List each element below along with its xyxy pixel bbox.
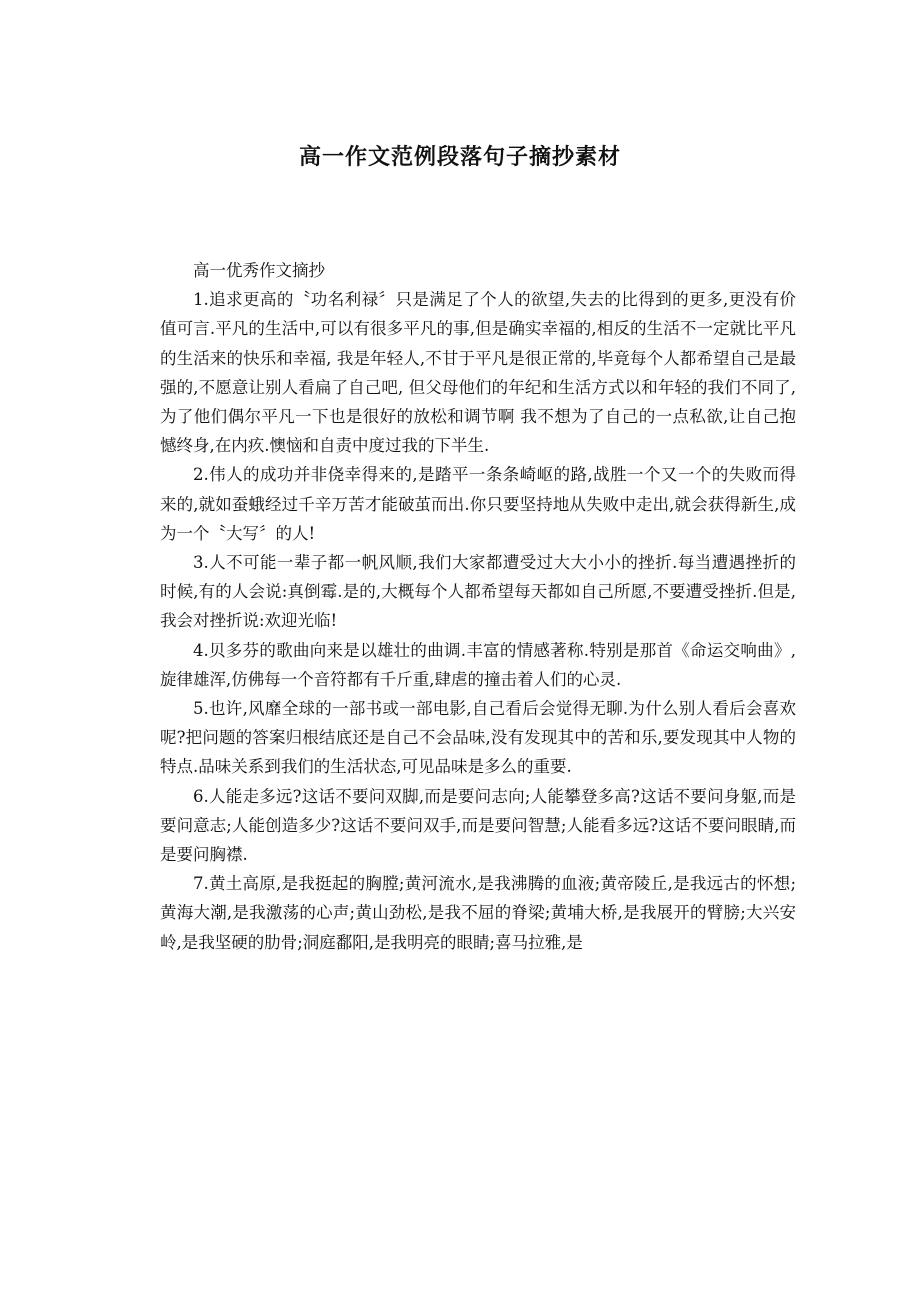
section-heading: 高一优秀作文摘抄 [193,261,325,280]
paragraph-1: 1.追求更高的〝功名利禄〞只是满足了个人的欲望,失去的比得到的更多,更没有价值可言.平凡的生活中,可以有很多平凡的事,但是确实幸福的,相反的生活不一定就比平凡的生活来的快乐和幸福, 我是年轻人,不甘于平凡是很正常的,毕竟每个人都希望自己是最强的,不愿意让别人看扁了自己吧, 但父母他们的年纪和生活方式以和年轻的我们不同了,为了他们偶尔平凡一下也是很好的放松和调节啊 我不想为了自己的一点私欲,让自己抱憾终身,在内疚.懊恼和自责中度过我的下半生. [160,290,796,456]
paragraph-2: 2.伟人的成功并非侥幸得来的,是踏平一条条崎岖的路,战胜一个又一个的失败而得来的,就如蚕蛾经过千辛万苦才能破茧而出.你只要坚持地从失败中走出,就会获得新生,成为一个〝大写〞的人! [160,465,796,543]
paragraph-7: 7.黄土高原,是我挺起的胸膛;黄河流水,是我沸腾的血液;黄帝陵丘,是我远古的怀想;黄海大潮,是我激荡的心声;黄山劲松,是我不屈的脊梁;黄埔大桥,是我展开的臂膀;大兴安岭,是我坚硬的肋骨;洞庭鄱阳,是我明亮的眼睛;喜马拉雅,是 [160,874,796,952]
page-title: 高一作文范例段落句子摘抄素材 [298,144,621,170]
paragraph-5: 5.也许,风靡全球的一部书或一部电影,自己看后会觉得无聊.为什么别人看后会喜欢呢?把问题的答案归根结底还是自己不会品味,没有发现其中的苦和乐,要发现其中人物的特点.品味关系到我们的生活状态,可见品味是多么的重要. [160,699,796,777]
document-body [160,256,796,957]
paragraph-3: 3.人不可能一辈子都一帆风顺,我们大家都遭受过大大小小的挫折.每当遭遇挫折的时候,有的人会说:真倒霉.是的,大概每个人都希望每天都如自己所愿,不要遭受挫折.但是,我会对挫折说:欢迎光临! [160,553,796,631]
paragraph-6: 6.人能走多远?这话不要问双脚,而是要问志向;人能攀登多高?这话不要问身躯,而是要问意志;人能创造多少?这话不要问双手,而是要问智慧;人能看多远?这话不要问眼睛,而是要问胸襟. [160,786,796,865]
paragraph-4: 4.贝多芬的歌曲向来是以雄壮的曲调.丰富的情感著称.特别是那首《命运交响曲》,旋律雄浑,仿佛每一个音符都有千斤重,肆虐的撞击着人们的心灵. [160,640,796,689]
